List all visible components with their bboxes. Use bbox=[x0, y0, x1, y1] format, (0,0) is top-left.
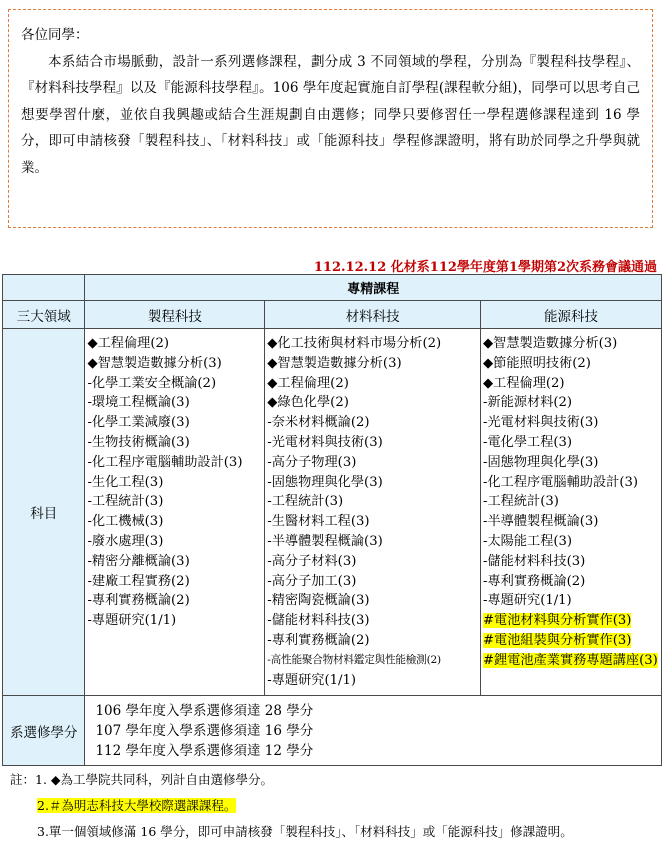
course-name: ◆工程倫理(2) bbox=[87, 336, 170, 351]
note-2-text: 2.＃為明志科技大學校際選課課程。 bbox=[37, 798, 237, 813]
course-item bbox=[87, 354, 262, 374]
course-name: ◆智慧製造數據分析(3) bbox=[267, 355, 402, 371]
course-name: -儲能材料科技(3) bbox=[482, 553, 586, 569]
course-item bbox=[483, 453, 659, 473]
domains-label: 三大領域 bbox=[3, 301, 85, 329]
corner-cell bbox=[3, 275, 85, 301]
subjects-row bbox=[3, 329, 662, 696]
course-name: ◆綠色化學(2) bbox=[267, 395, 349, 411]
course-item bbox=[483, 473, 659, 493]
course-item bbox=[483, 393, 659, 413]
course-name: #電池材料與分析實作(3) bbox=[482, 613, 632, 629]
course-item bbox=[87, 413, 262, 433]
notice-paragraph: 本系結合市場脈動，設計一系列選修課程，劃分成 3 不同領域的學程，分別為『製程科技學程』、『材料科技學程』以及『能源科技學程』。106 學年度起實施自訂學程(課程軟分組)，同學可以思考自己想要學習什麼，並依自我興趣或結合生涯規劃自由選修；同學只要修習任一學程選修課程達到 16 學分，即可申請核發「製程科技」、「材料科技」或「能源科技」學程修課證明，將有助於同學之升學與就業。 bbox=[21, 53, 640, 176]
course-name: -半導體製程概論(3) bbox=[482, 514, 599, 530]
course-item bbox=[267, 354, 478, 374]
course-item bbox=[267, 631, 478, 651]
course-name: -化學工業減廢(3) bbox=[87, 415, 190, 431]
course-item bbox=[267, 393, 478, 413]
course-item bbox=[267, 453, 478, 473]
course-name: ◆智慧製造數據分析(3) bbox=[482, 336, 618, 351]
program-table bbox=[2, 274, 662, 766]
note-2 bbox=[37, 797, 236, 815]
greeting: 各位同學： bbox=[21, 27, 89, 43]
approval-note: 112.12.12 化材系112學年度第1學期第2次系務會議通過 bbox=[313, 260, 657, 275]
elective-label: 系選修學分 bbox=[3, 696, 85, 766]
course-item bbox=[483, 611, 659, 631]
course-name: -電化學工程(3) bbox=[482, 434, 573, 450]
course-name: -高性能聚合物材料鑑定與性能檢測(2) bbox=[267, 653, 441, 666]
course-name: -精密陶瓷概論(3) bbox=[267, 593, 370, 609]
course-name: -專利實務概論(2) bbox=[482, 573, 586, 589]
course-name: -固態物理與化學(3) bbox=[267, 474, 383, 490]
note-3: 3.單一個領域修滿 16 學分，即可申請核發「製程科技」、「材料科技」或「能源科技」修課證明。 bbox=[37, 824, 573, 839]
course-name: -專題研究(1/1) bbox=[482, 593, 572, 609]
course-name: ◆工程倫理(2) bbox=[267, 375, 349, 391]
course-item bbox=[483, 591, 659, 611]
elective-requirements bbox=[85, 696, 662, 766]
course-item bbox=[267, 413, 478, 433]
course-item bbox=[267, 611, 478, 631]
materials-courses bbox=[265, 329, 481, 696]
course-name: -光電材料與技術(3) bbox=[482, 415, 599, 431]
course-item bbox=[267, 334, 478, 354]
course-item bbox=[87, 611, 262, 631]
process-courses bbox=[85, 329, 265, 696]
domain-row bbox=[3, 301, 662, 329]
course-item bbox=[267, 374, 478, 394]
course-name: -儲能材料科技(3) bbox=[267, 613, 370, 629]
course-name: -高分子加工(3) bbox=[267, 573, 357, 589]
course-name: -化工程序電腦輔助設計(3) bbox=[87, 454, 243, 470]
course-item bbox=[483, 354, 659, 374]
course-item bbox=[87, 374, 262, 394]
course-item bbox=[267, 572, 478, 592]
course-name: -精密分離概論(3) bbox=[87, 553, 190, 569]
requirement-112: 112 學年度入學系選修須達 12 學分 bbox=[95, 743, 314, 759]
course-item bbox=[87, 393, 262, 413]
course-name: -化工程序電腦輔助設計(3) bbox=[482, 474, 638, 490]
header-row bbox=[3, 275, 662, 301]
course-item bbox=[267, 512, 478, 532]
course-item bbox=[483, 374, 659, 394]
course-name: -奈米材料概論(2) bbox=[267, 415, 370, 431]
domain-materials: 材料科技 bbox=[265, 301, 481, 329]
course-name: -高分子材料(3) bbox=[267, 553, 357, 569]
course-name: -專利實務概論(2) bbox=[267, 632, 370, 648]
course-item bbox=[483, 631, 659, 651]
course-item bbox=[267, 671, 478, 691]
course-name: -工程統計(3) bbox=[267, 494, 344, 510]
course-name: -生醫材料工程(3) bbox=[267, 514, 370, 530]
course-item bbox=[267, 552, 478, 572]
course-item bbox=[267, 492, 478, 512]
course-name: ◆化工技術與材料市場分析(2) bbox=[267, 336, 442, 351]
table-title: 專精課程 bbox=[85, 275, 662, 301]
course-item bbox=[483, 552, 659, 572]
course-item bbox=[87, 453, 262, 473]
course-item bbox=[87, 473, 262, 493]
energy-courses bbox=[480, 329, 661, 696]
course-name: -化工機械(3) bbox=[87, 514, 164, 530]
course-name: ◆智慧製造數據分析(3) bbox=[87, 355, 222, 371]
course-item bbox=[87, 552, 262, 572]
course-item bbox=[87, 433, 262, 453]
course-name: -專利實務概論(2) bbox=[87, 593, 190, 609]
course-item bbox=[267, 433, 478, 453]
course-item bbox=[483, 334, 659, 354]
note-1: 註：1. ◆為工學院共同科，列計自由選修學分。 bbox=[10, 772, 274, 787]
course-item bbox=[267, 591, 478, 611]
subjects-label: 科目 bbox=[3, 329, 85, 696]
elective-row bbox=[3, 696, 662, 766]
course-item bbox=[87, 334, 262, 354]
course-name: -固態物理與化學(3) bbox=[482, 454, 599, 470]
course-name: -半導體製程概論(3) bbox=[267, 533, 383, 549]
course-name: -專題研究(1/1) bbox=[267, 672, 357, 688]
course-name: -環境工程概論(3) bbox=[87, 395, 190, 411]
course-name: ◆工程倫理(2) bbox=[482, 375, 565, 391]
course-item bbox=[483, 433, 659, 453]
course-item bbox=[483, 512, 659, 532]
course-item bbox=[87, 492, 262, 512]
course-name: -高分子物理(3) bbox=[267, 454, 357, 470]
course-name: ◆節能照明技術(2) bbox=[482, 355, 591, 371]
course-name: -新能源材料(2) bbox=[482, 395, 573, 411]
course-name: -工程統計(3) bbox=[482, 494, 559, 510]
course-name: -建廠工程實務(2) bbox=[87, 573, 190, 589]
course-item bbox=[483, 572, 659, 592]
requirement-107: 107 學年度入學系選修須達 16 學分 bbox=[95, 723, 314, 739]
course-name: -太陽能工程(3) bbox=[482, 533, 573, 549]
course-item bbox=[87, 532, 262, 552]
course-item bbox=[87, 591, 262, 611]
course-item bbox=[87, 572, 262, 592]
course-item bbox=[483, 413, 659, 433]
course-item bbox=[267, 532, 478, 552]
course-name: -生物技術概論(3) bbox=[87, 434, 190, 450]
course-item bbox=[267, 473, 478, 493]
notice-box bbox=[8, 9, 653, 228]
domain-process: 製程科技 bbox=[85, 301, 265, 329]
course-name: -工程統計(3) bbox=[87, 494, 164, 510]
domain-energy: 能源科技 bbox=[480, 301, 661, 329]
course-item bbox=[483, 532, 659, 552]
course-name: #鋰電池產業實務專題講座(3) bbox=[482, 652, 658, 668]
course-item bbox=[267, 651, 478, 671]
course-name: -廢水處理(3) bbox=[87, 533, 164, 549]
course-name: -光電材料與技術(3) bbox=[267, 434, 383, 450]
course-name: -專題研究(1/1) bbox=[87, 613, 177, 629]
course-name: -生化工程(3) bbox=[87, 474, 164, 490]
course-item bbox=[483, 492, 659, 512]
course-item bbox=[483, 651, 659, 671]
requirement-106: 106 學年度入學系選修須達 28 學分 bbox=[95, 703, 314, 719]
course-name: #電池組裝與分析實作(3) bbox=[482, 632, 632, 648]
course-name: -化學工業安全概論(2) bbox=[87, 375, 217, 391]
course-item bbox=[87, 512, 262, 532]
